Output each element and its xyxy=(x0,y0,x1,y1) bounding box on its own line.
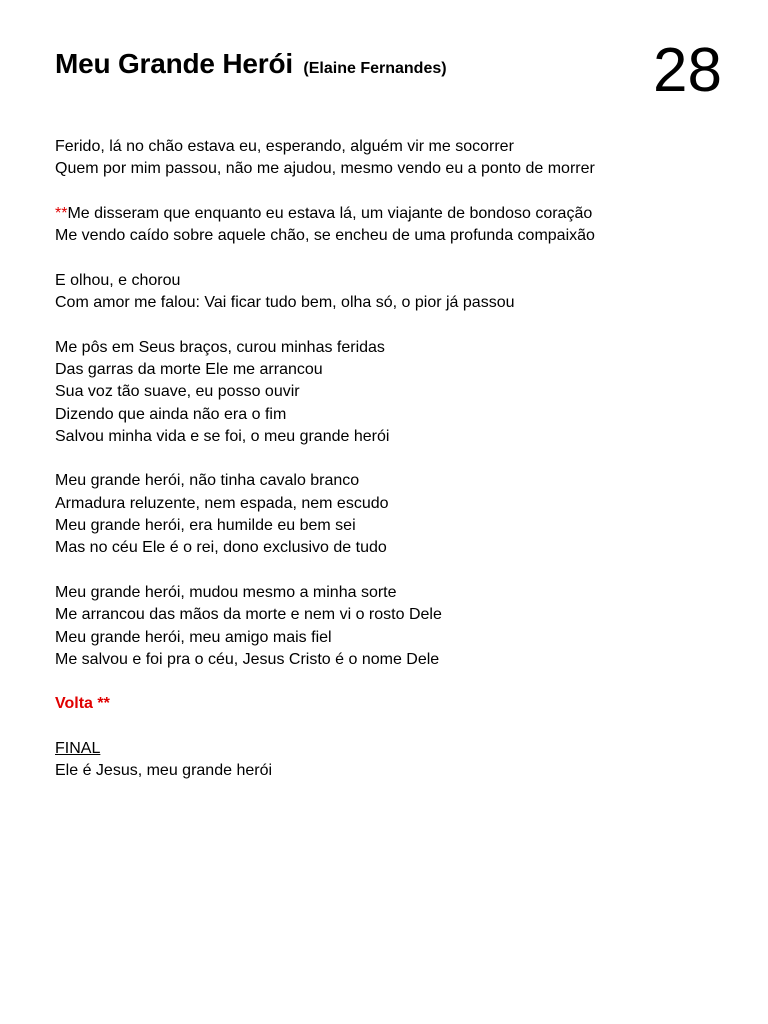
stanza-gap xyxy=(55,314,735,336)
lyric-line: Meu grande herói, era humilde eu bem sei xyxy=(55,517,356,535)
lyric-line: Ferido, lá no chão estava eu, esperando, alguém vir me socorrer xyxy=(55,138,514,155)
title-row xyxy=(55,48,447,80)
chorus-marker: ** xyxy=(55,204,68,222)
song-author: (Elaine Fernandes) xyxy=(303,60,447,77)
stanza-gap xyxy=(55,181,735,203)
stanza-4 xyxy=(55,337,735,448)
final-label-line xyxy=(55,738,735,760)
lyric-line: Me vendo caído sobre aquele chão, se encheu de uma profunda compaixão xyxy=(55,227,595,245)
lyric-line: Armadura reluzente, nem espada, nem escudo xyxy=(55,494,389,512)
lyric-line: E olhou, e chorou xyxy=(55,271,181,289)
lyric-line: Me salvou e foi pra o céu, Jesus Cristo é o nome Dele xyxy=(55,650,440,668)
lyric-line: Das garras da morte Ele me arrancou xyxy=(55,360,323,378)
lyric-line: Quem por mim passou, não me ajudou, mesmo vendo eu a ponto de morrer xyxy=(55,160,595,178)
stanza-gap xyxy=(55,716,735,738)
lyrics-body xyxy=(55,136,735,783)
lyric-line: Meu grande herói, mudou mesmo a minha sorte xyxy=(55,583,397,601)
lyric-line: Com amor me falou: Vai ficar tudo bem, olha só, o pior já passou xyxy=(55,294,515,312)
stanza-3 xyxy=(55,270,735,315)
stanza-2 xyxy=(55,203,735,248)
lyric-line: Dizendo que ainda não era o fim xyxy=(55,405,287,423)
lyric-line: Meu grande herói, não tinha cavalo branco xyxy=(55,472,360,490)
final-line: Ele é Jesus, meu grande herói xyxy=(55,762,273,780)
final-label: FINAL xyxy=(55,740,101,758)
lyric-line: Me arrancou das mãos da morte e nem vi o rosto Dele xyxy=(55,606,442,624)
song-title: Meu Grande Herói xyxy=(55,48,293,79)
stanza-gap xyxy=(55,560,735,582)
stanza-gap xyxy=(55,247,735,269)
lyric-text: Me disseram que enquanto eu estava lá, um viajante de bondoso coração xyxy=(67,204,593,222)
page-number: 28 xyxy=(653,36,722,105)
lyric-line: Salvou minha vida e se foi, o meu grande herói xyxy=(55,427,390,445)
stanza-gap xyxy=(55,448,735,470)
lyric-line xyxy=(55,203,735,225)
lyric-line: Me pôs em Seus braços, curou minhas feridas xyxy=(55,338,385,356)
volta-instruction: Volta ** xyxy=(55,695,110,713)
stanza-6 xyxy=(55,582,735,671)
lyric-line: Meu grande herói, meu amigo mais fiel xyxy=(55,628,332,646)
stanza-5 xyxy=(55,470,735,559)
final-section xyxy=(55,738,735,783)
lyric-line: Sua voz tão suave, eu posso ouvir xyxy=(55,383,300,401)
stanza-gap xyxy=(55,671,735,693)
lyric-line: Mas no céu Ele é o rei, dono exclusivo de tudo xyxy=(55,539,387,557)
stanza-1 xyxy=(55,136,735,181)
